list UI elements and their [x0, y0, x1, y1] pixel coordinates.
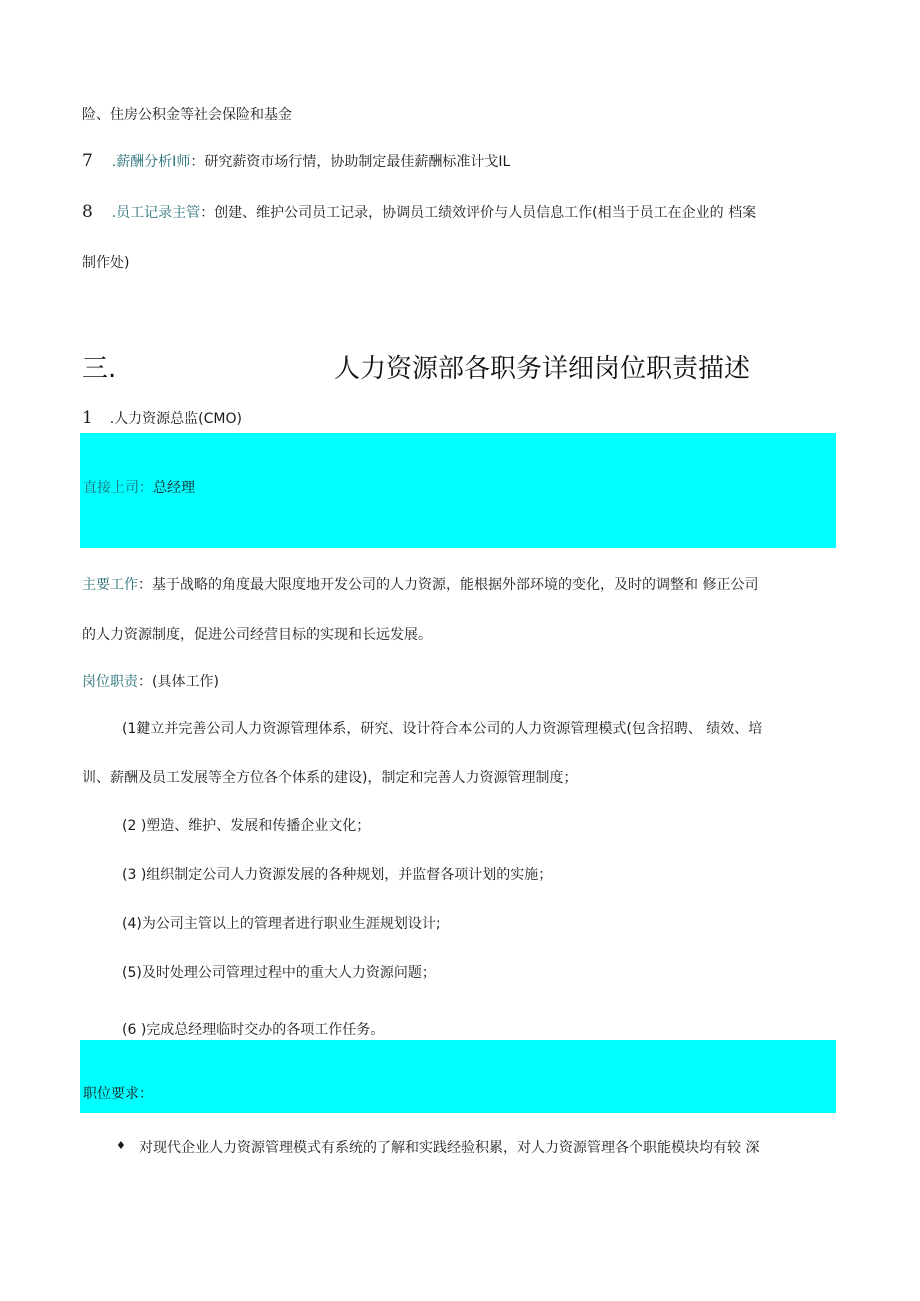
- text-line-insurance: 险、住房公积金等社会保险和基金: [82, 107, 292, 123]
- duty-4: (4)为公司主管以上的管理者进行职业生涯规划设计;: [122, 916, 441, 932]
- item-label: .员工记录主管: [111, 205, 201, 221]
- duty-2: (2 )塑造、维护、发展和传播企业文化；: [122, 818, 371, 834]
- main-work-text: ：基于战略的角度最大限度地开发公司的人力资源，能根据外部环境的变化，及时的调整和 修正公司: [138, 577, 759, 593]
- duties-suffix: ：(具体工作): [138, 674, 219, 690]
- direct-superior-band: [80, 433, 836, 548]
- main-work-line-2: 的人力资源制度，促进公司经营目标的实现和长远发展。: [82, 627, 432, 643]
- subsection-number: 1: [82, 408, 93, 428]
- item-text: ：研究薪资市场行情，协助制定最佳薪酬标准计戈IL: [190, 154, 511, 170]
- subsection-title: [82, 408, 242, 428]
- list-item-7: [82, 151, 510, 171]
- item-number: 7: [82, 151, 93, 171]
- requirement-1: 对现代企业人力资源管理模式有系统的了解和实践经验积累，对人力资源管理各个职能模块均有较 深: [139, 1140, 760, 1156]
- duties-label: 岗位职责: [82, 674, 138, 690]
- list-item-8: [82, 202, 756, 222]
- duty-1-line-2: 训、薪酬及员工发展等全方位各个体系的建设)，制定和完善人力资源管理制度；: [82, 770, 578, 786]
- main-work-label: 主要工作: [82, 577, 138, 593]
- section-heading: [82, 348, 822, 388]
- duties-heading: [82, 671, 219, 691]
- section-title: 人力资源部各职务详细岗位职责描述: [334, 354, 751, 384]
- item-text: ：创建、维护公司员工记录，协调员工绩效评价与人员信息工作(相当于员工在企业的 档案: [200, 205, 757, 221]
- requirements-label: 职位要求：: [83, 1086, 153, 1102]
- duty-6: (6 )完成总经理临时交办的各项工作任务。: [122, 1022, 385, 1038]
- item-label: .薪酬分析Ⅰ师: [111, 154, 191, 170]
- main-work-line-1: [82, 574, 758, 594]
- item-number: 8: [82, 202, 93, 222]
- diamond-bullet-icon: ♦: [116, 1139, 126, 1152]
- subsection-text: .人力资源总监(CMO): [109, 411, 242, 427]
- requirements-band: [80, 1040, 836, 1113]
- duty-5: (5)及时处理公司管理过程中的重大人力资源问题；: [122, 965, 436, 981]
- section-number: 三.: [82, 354, 117, 384]
- direct-superior-row: [83, 477, 195, 497]
- direct-superior-label: 直接上司：: [83, 480, 153, 496]
- direct-superior-value: 总经理: [153, 480, 195, 496]
- list-item-8-continuation: 制作处): [82, 255, 130, 271]
- duty-3: (3 )组织制定公司人力资源发展的各种规划，并监督各项计划的实施；: [122, 867, 553, 883]
- duty-1-line-1: (1鍵立并完善公司人力资源管理体系，研究、设计符合本公司的人力资源管理模式(包含招聘、 绩效、培: [122, 721, 763, 737]
